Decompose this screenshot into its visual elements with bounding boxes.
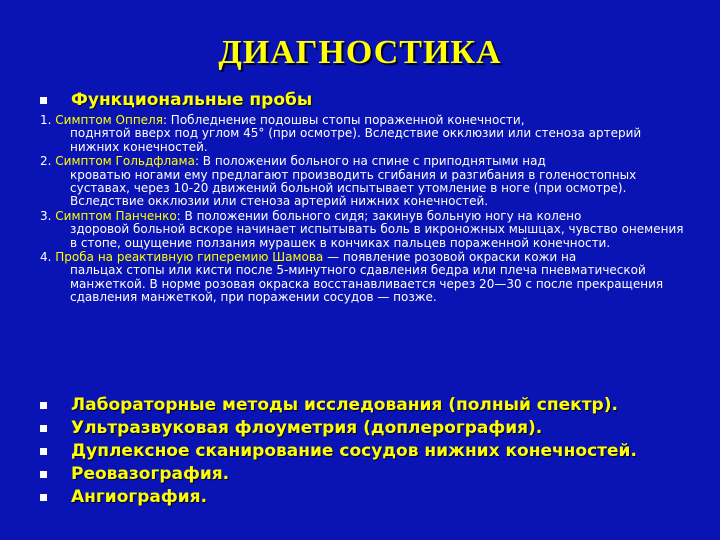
square-bullet-icon [40, 402, 47, 409]
item-text-first: : Побледнение подошвы стопы пораженной конечности, [162, 113, 525, 127]
slide-title: ДИАГНОСТИКА [218, 34, 502, 71]
item-number: 3. [40, 208, 56, 223]
square-bullet-icon [40, 471, 47, 478]
item-text-rest: пальцах стопы или кисти после 5-минутного сдавления бедра или плеча пневматической манжеткой. В норме розовая окраска восстанавливается через 20—30 с после прекращения сдавления манжеткой, при поражении сосудов — позже. [70, 263, 664, 305]
bullet-method [40, 441, 637, 461]
bullet-method [40, 487, 207, 507]
bullet-label: Лабораторные методы исследования (полный спектр). [71, 395, 618, 415]
symptom-name: Проба на реактивную гиперемию Шамова [55, 250, 324, 265]
item-text-rest: поднятой вверх под углом 45° (при осмотре). Вследствие окклюзии или стеноза артерий нижних конечностей. [70, 126, 642, 154]
bullet-label: Дуплексное сканирование сосудов нижних конечностей. [71, 441, 637, 461]
item-text-first: — появление розовой окраски кожи на [323, 250, 577, 265]
item-number: 1. [40, 113, 56, 127]
square-bullet-icon [40, 97, 47, 104]
symptom-name: Симптом Оппеля [55, 113, 163, 127]
item-text-first: : В положении больного на спине с приподнятыми над [194, 154, 546, 169]
square-bullet-icon [40, 494, 47, 501]
square-bullet-icon [40, 448, 47, 455]
item-number: 4. [40, 250, 56, 265]
list-item [40, 251, 690, 305]
list-item [40, 114, 690, 154]
square-bullet-icon [40, 425, 47, 432]
bullet-method [40, 418, 542, 438]
bullet-method [40, 464, 229, 484]
bullet-label: Функциональные пробы [71, 90, 313, 110]
item-text-rest: кроватью ногами ему предлагают производить сгибания и разгибания в голеностопных суставах, через 10-20 движений больной испытывает утомление в ноге (при осмотре). Вследствие окклюзии или стеноза артерий нижних конечностей. [70, 167, 637, 209]
item-number: 2. [40, 154, 56, 169]
symptom-name: Симптом Панченко [55, 208, 177, 223]
bullet-label: Ангиография. [71, 487, 208, 507]
bullet-functional-tests [40, 90, 312, 110]
list-item [40, 155, 690, 209]
symptom-name: Симптом Гольдфлама [55, 154, 195, 169]
item-text-first: : В положении больного сидя; закинув больную ногу на колено [176, 208, 582, 223]
list-item [40, 210, 690, 250]
bullet-label: Ультразвуковая флоуметрия (доплерография). [71, 418, 543, 438]
functional-tests-list [40, 114, 690, 306]
item-text-rest: здоровой больной вскоре начинает испытывать боль в икроножных мышцах, чувство онемения в стопе, ощущение ползания мурашек в кончиках пальцев пораженной конечности. [70, 222, 684, 250]
bullet-label: Реовазография. [71, 464, 230, 484]
bullet-method [40, 395, 618, 415]
